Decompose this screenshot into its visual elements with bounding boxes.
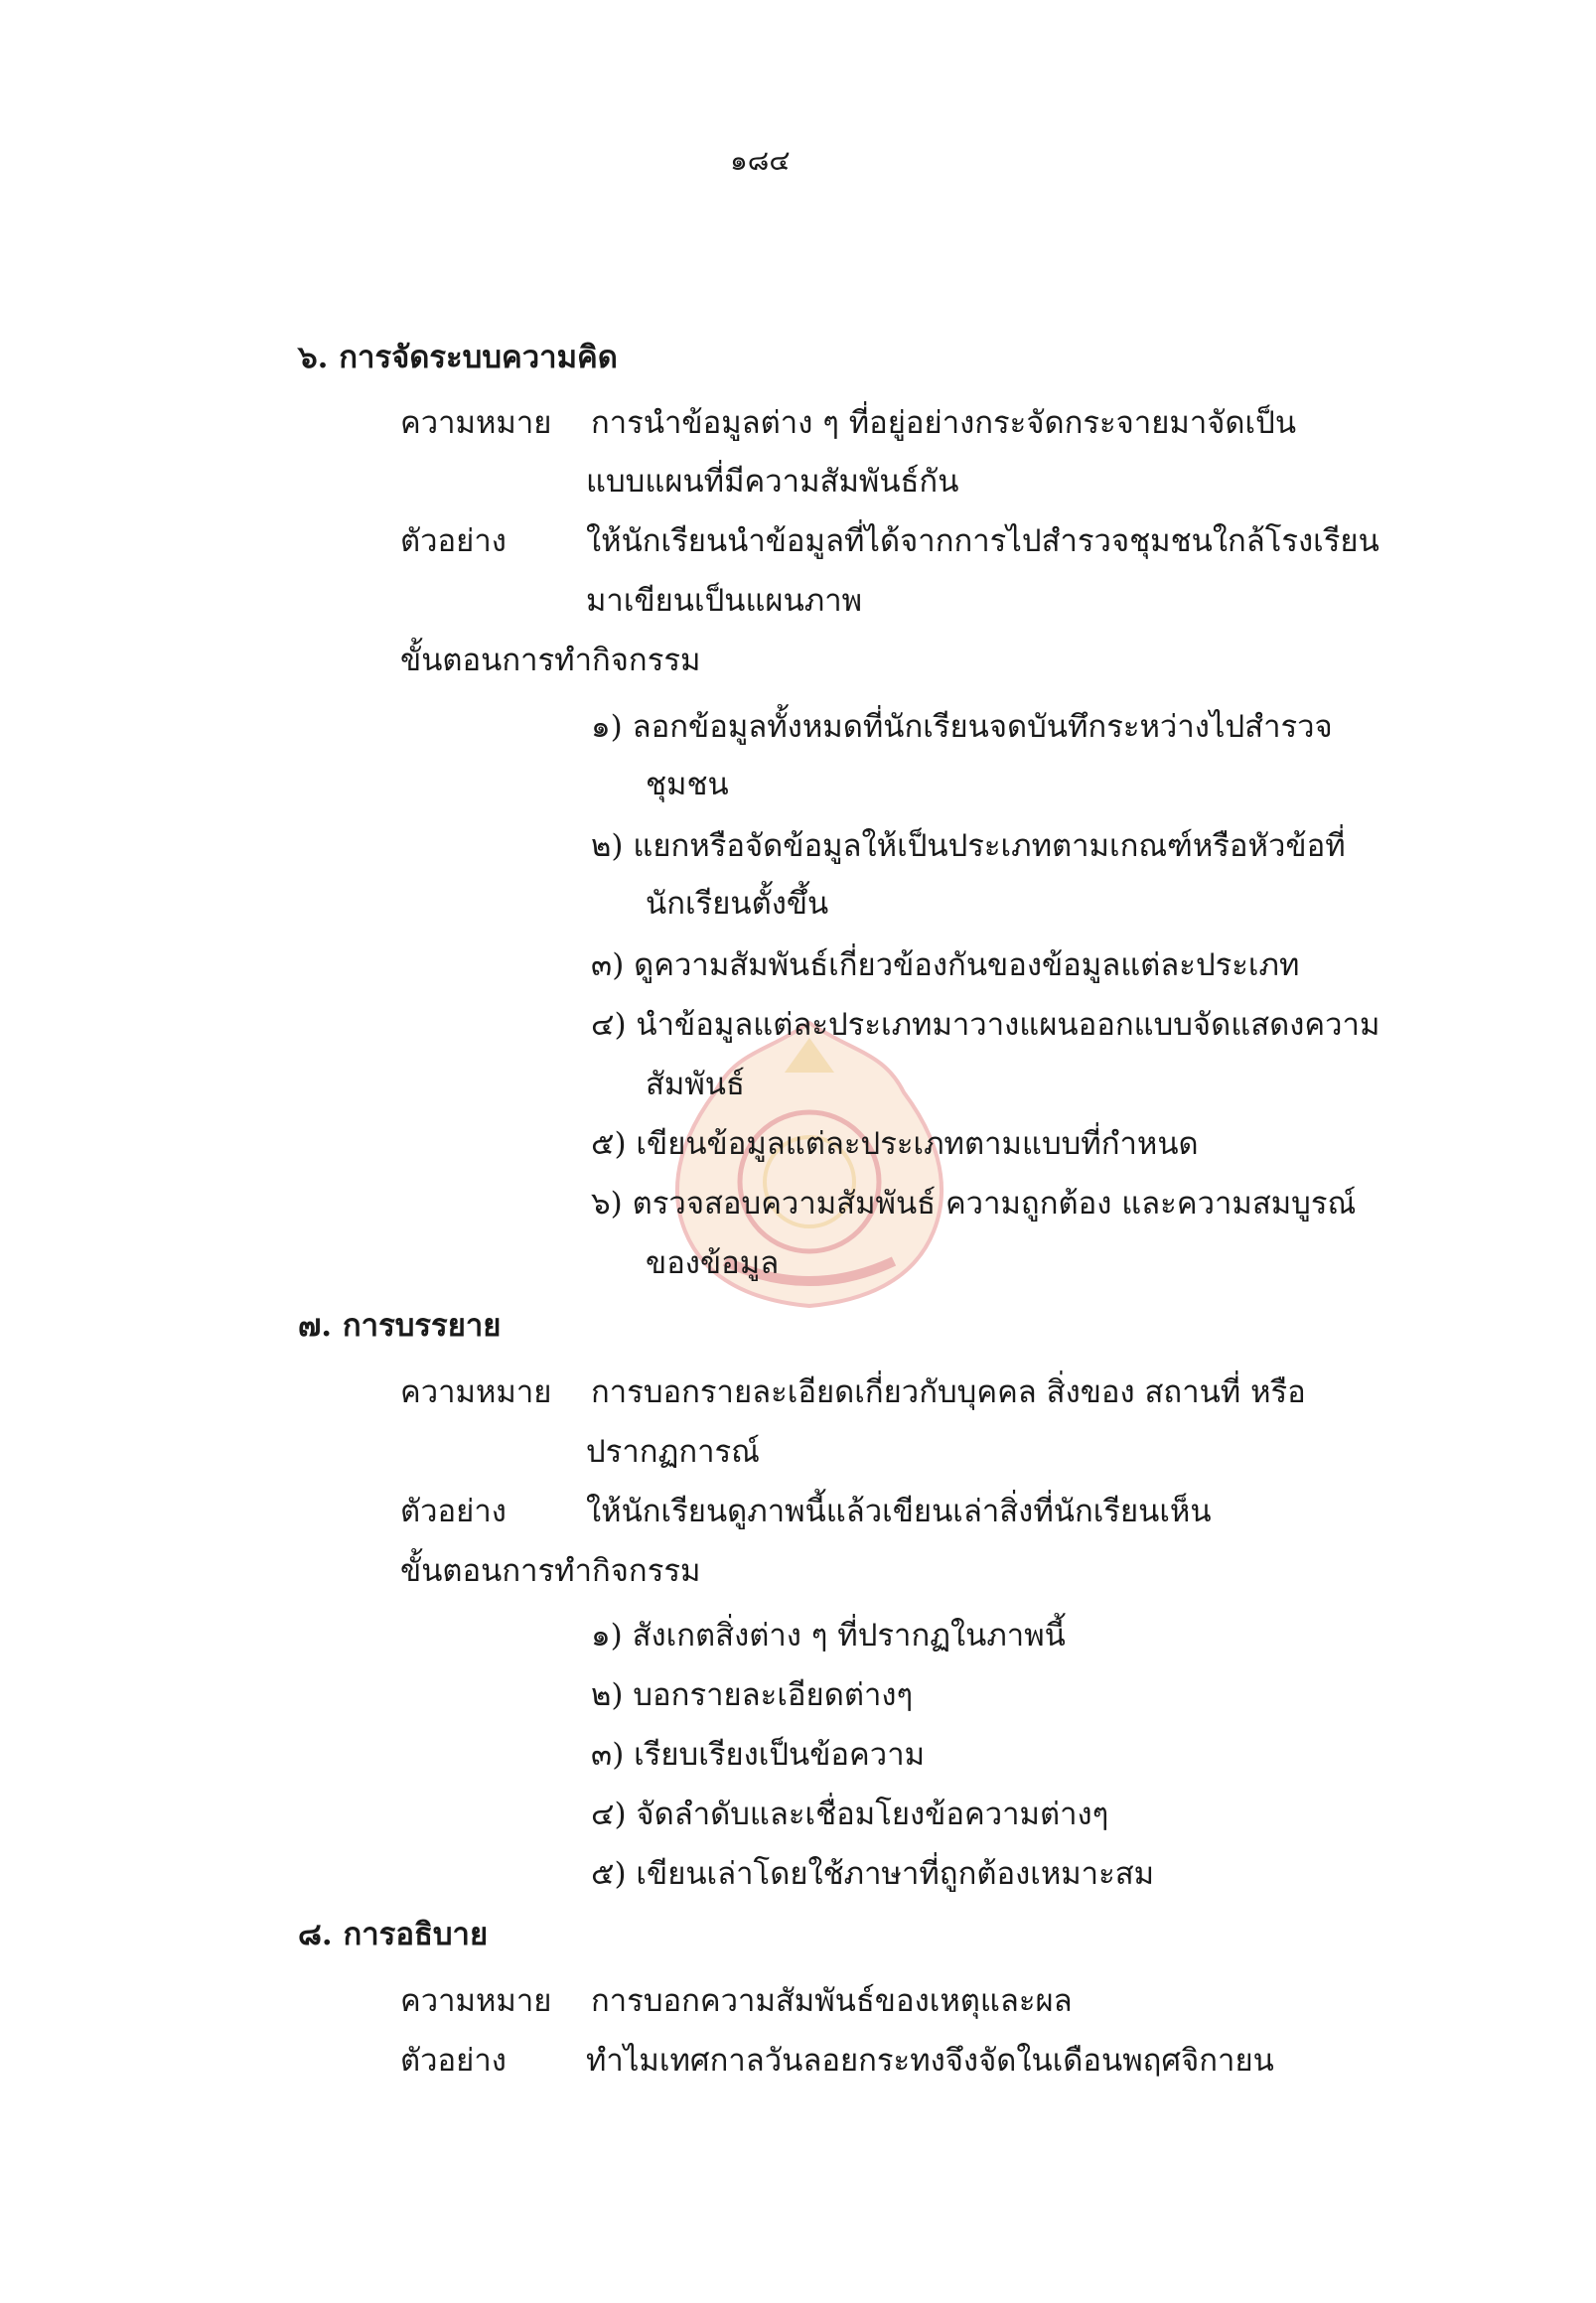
example-label: ตัวอย่าง [400, 1494, 507, 1529]
meaning-label: ความหมาย [400, 1983, 552, 2019]
example-text: ทำไมเทศกาลวันลอยกระทงจึงจัดในเดือนพฤศจิกายน [586, 2043, 1274, 2079]
step-item-continued: ชุมชน [646, 767, 729, 802]
page-number: ๑๘๔ [730, 144, 791, 177]
example-text: ให้นักเรียนนำข้อมูลที่ได้จากการไปสำรวจชุมชนใกล้โรงเรียน [586, 523, 1379, 559]
step-item: ๔) นำข้อมูลแต่ละประเภทมาวางแผนออกแบบจัดแสดงความ [591, 1007, 1380, 1043]
meaning-label: ความหมาย [400, 1374, 552, 1410]
step-item-continued: นักเรียนตั้งขึ้น [646, 886, 829, 922]
step-item: ๔) จัดลำดับและเชื่อมโยงข้อความต่างๆ [591, 1797, 1109, 1832]
meaning-text: การนำข้อมูลต่าง ๆ ที่อยู่อย่างกระจัดกระจายมาจัดเป็น [591, 405, 1297, 441]
section-heading: ๗. การบรรยาย [298, 1308, 502, 1344]
meaning-label: ความหมาย [400, 405, 552, 441]
example-label: ตัวอย่าง [400, 523, 507, 559]
meaning-text: การบอกความสัมพันธ์ของเหตุและผล [591, 1983, 1073, 2019]
step-item-continued: สัมพันธ์ [646, 1067, 745, 1102]
step-item: ๖) ตรวจสอบความสัมพันธ์ ความถูกต้อง และความสมบูรณ์ [591, 1186, 1357, 1222]
step-item: ๑) สังเกตสิ่งต่าง ๆ ที่ปรากฏในภาพนี้ [591, 1618, 1066, 1654]
step-item-continued: ของข้อมูล [646, 1245, 780, 1281]
meaning-text: การบอกรายละเอียดเกี่ยวกับบุคคล สิ่งของ สถานที่ หรือ [591, 1374, 1306, 1410]
step-item: ๓) เรียบเรียงเป็นข้อความ [591, 1737, 926, 1773]
step-item: ๑) ลอกข้อมูลทั้งหมดที่นักเรียนจดบันทึกระหว่างไปสำรวจ [591, 709, 1333, 745]
steps-label: ขั้นตอนการทำกิจกรรม [400, 1553, 701, 1589]
example-text: ให้นักเรียนดูภาพนี้แล้วเขียนเล่าสิ่งที่นักเรียนเห็น [586, 1494, 1212, 1529]
step-item: ๕) เขียนเล่าโดยใช้ภาษาที่ถูกต้องเหมาะสม [591, 1856, 1155, 1892]
example-label: ตัวอย่าง [400, 2043, 507, 2079]
section-heading: ๖. การจัดระบบความคิด [298, 340, 618, 375]
section-heading: ๘. การอธิบาย [298, 1917, 489, 1952]
step-item: ๒) แยกหรือจัดข้อมูลให้เป็นประเภทตามเกณฑ์หรือหัวข้อที่ [591, 828, 1346, 864]
steps-label: ขั้นตอนการทำกิจกรรม [400, 643, 701, 678]
step-item: ๓) ดูความสัมพันธ์เกี่ยวข้องกันของข้อมูลแต่ละประเภท [591, 947, 1300, 983]
step-item: ๒) บอกรายละเอียดต่างๆ [591, 1677, 914, 1713]
example-text: มาเขียนเป็นแผนภาพ [586, 583, 863, 619]
meaning-text: แบบแผนที่มีความสัมพันธ์กัน [586, 464, 959, 500]
step-item: ๕) เขียนข้อมูลแต่ละประเภทตามแบบที่กำหนด [591, 1126, 1199, 1162]
meaning-text: ปรากฏการณ์ [586, 1434, 760, 1470]
